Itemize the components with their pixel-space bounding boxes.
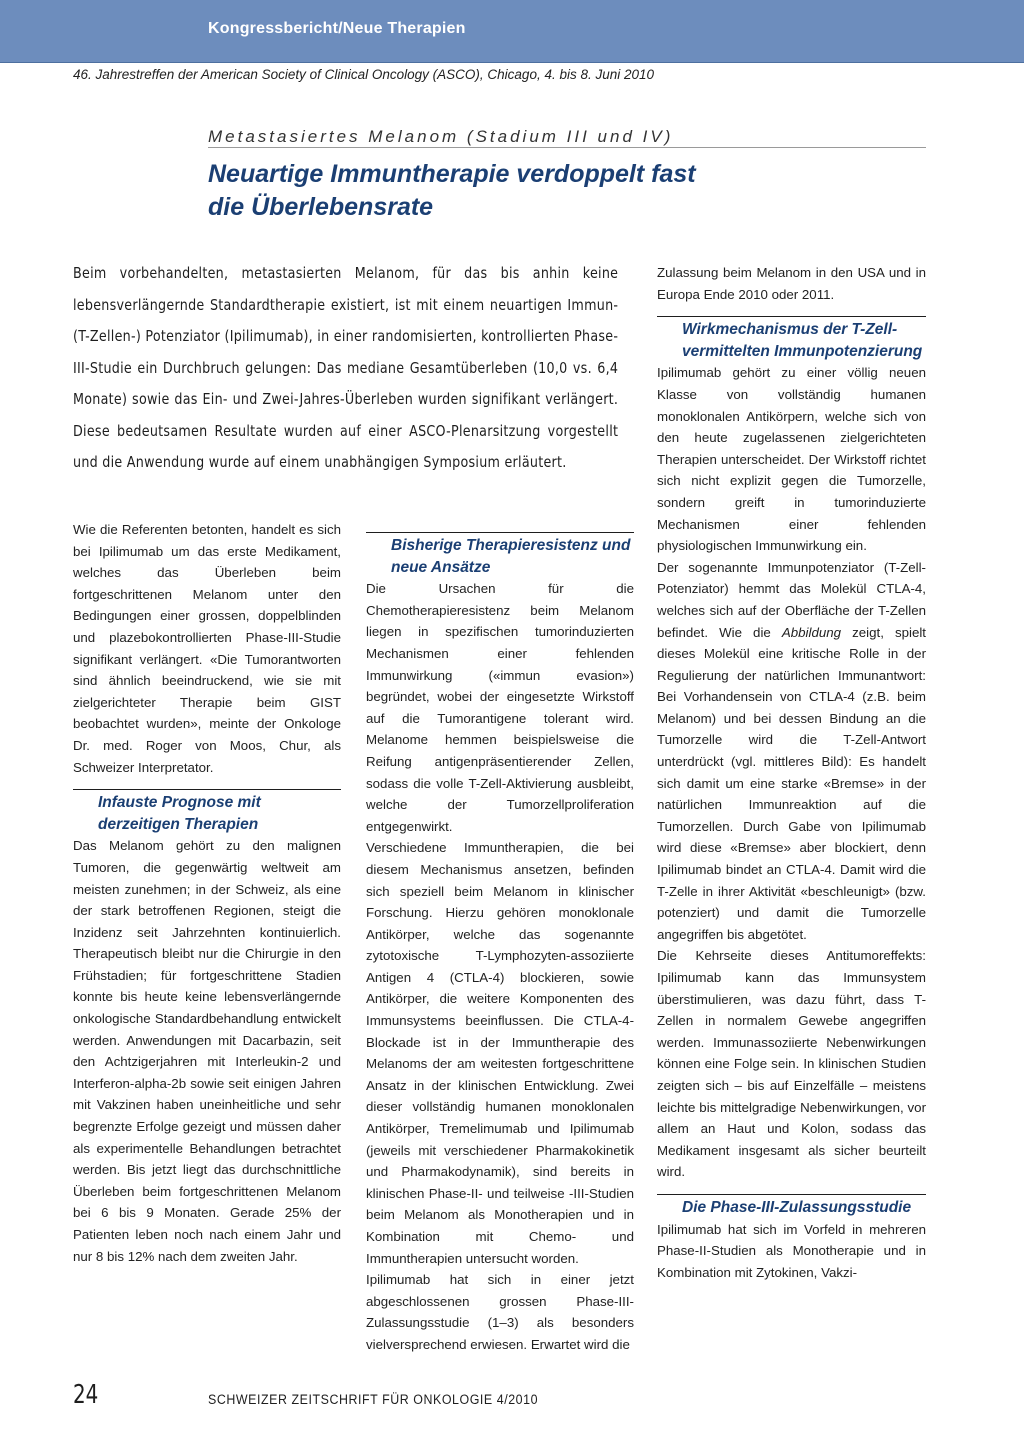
section-band — [0, 0, 1024, 62]
section-label: Kongressbericht/Neue Therapien — [208, 20, 466, 37]
page-number: 24 — [73, 1380, 99, 1410]
section-heading-block — [657, 1194, 926, 1219]
paragraph: Ipilimumab gehört zu einer völlig neuen Klasse von vollständig humanen monoklonalen Antikörpern, welche sich von den heute zugelassenen zielgerichteten Therapien unterscheidet. Der Wirkstoff richtet sich nicht explizit gegen die Tumorzelle, sondern greift in tumorinduzierte Mechanismen einer fehlenden physiologischen Immunwirkung ein. — [657, 365, 926, 554]
article-headline — [208, 158, 908, 224]
section-heading: Infauste Prognose mit derzeitigen Therapien — [98, 794, 261, 833]
congress-line: 46. Jahrestreffen der American Society of Clinical Oncology (ASCO), Chicago, 4. bis 8. Juni 2010 — [73, 67, 655, 82]
paragraph: Ipilimumab hat sich in einer jetzt abgeschlossenen grossen Phase-III-Zulassungsstudie (1–3) als besonders vielversprechend erwiesen. Erwartet wird die — [366, 1272, 634, 1352]
section-heading: Bisherige Therapieresistenz und neue Ansätze — [391, 537, 631, 576]
kicker-rule — [208, 147, 926, 148]
headline-line-2: die Überlebensrate — [208, 193, 434, 221]
section-heading-block — [657, 316, 926, 362]
emphasis: Abbildung — [781, 624, 842, 640]
text-run: Der sogenannte Immunpotenziator (T-Zell-Potenziator) hemmt das Molekül CTLA-4, welches sich auf der Oberfläche der T-Zellen befindet. Wie die — [657, 559, 926, 640]
section-heading-block — [366, 532, 634, 578]
section-heading-block — [73, 789, 341, 835]
paragraph: Zulassung beim Melanom in den USA und in Europa Ende 2010 oder 2011. — [657, 265, 926, 302]
text-run: zeigt, spielt dieses Molekül eine kritische Rolle in der Regulierung der natürlichen Immunantwort: Bei Vorhandensein von CTLA-4 (z.B. beim Melanom) und bei dessen Bindung an die Tumorzelle wird die T-Zell-Antwort unterdrückt (vgl. mittleres Bild): Es handelt sich damit um eine starke «Bremse» in der natürlichen Immunreaktion auf die Tumorzellen. Durch Gabe von Ipilimumab wird diese «Bremse» aber blockiert, denn Ipilimumab bindet an CTLA-4. Damit wird die T-Zelle in ihrer Aktivität «beschleunigt» (bzw. potenziert) und damit die Tumorzelle angegriffen bis abgetötet. — [657, 624, 926, 942]
paragraph: Verschiedene Immuntherapien, die bei diesem Mechanismus ansetzen, befinden sich speziell beim Melanom in klinischer Forschung. Hierzu gehören monoklonale Antikörper, welche das sogenannte zytotoxische T-Lymphozyten-assoziierte Antigen 4 (CTLA-4) blockieren, sowie Antikörper, die weitere Komponenten des Immunsystems beeinflussen. Die CTLA-4-Blockade ist in der Immuntherapie des Melanoms der am weitesten fortgeschrittene Ansatz in der klinischen Entwicklung. Zwei dieser vollständig humanen monoklonalen Antikörper, Tremelimumab und Ipilimumab (jeweils mit verschiedener Pharmakokinetik und Pharmakodynamik), sind bereits in klinischen Phase-II- und teilweise -III-Studien beim Melanom als Monotherapien und in Kombination mit Chemo- und Immuntherapien untersucht worden. — [366, 840, 634, 1266]
journal-name: SCHWEIZER ZEITSCHRIFT FÜR ONKOLOGIE 4/2010 — [208, 1392, 539, 1407]
article-kicker: Metastasiertes Melanom (Stadium III und IV) — [208, 127, 674, 146]
paragraph — [657, 557, 926, 946]
section-band-rule — [0, 62, 1024, 63]
article-lead: Beim vorbehandelten, metastasierten Melanom, für das bis anhin keine lebensverlängernde Standardtherapie existiert, ist mit einem neuartigen Immun-(T-Zellen-) Potenziator (Ipilimumab), in einer randomisierten, kontrollierten Phase-III-Studie ein Durchbruch gelungen: Das mediane Gesamtüberleben (10,0 vs. 6,4 Monate) sowie das Ein- und Zwei-Jahres-Überleben wurden signifikant verlängert. Diese bedeutsamen Resultate wurden auf einer ASCO-Plenarsitzung vorgestellt und die Anwendung wurde auf einem unabhängigen Symposium erläutert. — [73, 265, 619, 471]
headline-line-1: Neuartige Immuntherapie verdoppelt fast — [208, 160, 696, 188]
paragraph: Das Melanom gehört zu den malignen Tumoren, die gegenwärtig weltweit am meisten zunehmen; in der Schweiz, als eine der stark betroffenen Regionen, steigt die Inzidenz seit Jahrzehnten kontinuierlich. Therapeutisch bleibt nur die Chirurgie in den Frühstadien; für fortgeschrittene Stadien konnte bis heute keine lebensverlängernde onkologische Standardbehandlung entwickelt werden. Anwendungen mit Dacarbazin, seit den Achtzigerjahren mit Interleukin-2 und Interferon-alpha-2b sowie seit einigen Jahren mit Vakzinen haben uneinheitliche und sehr begrenzte Erfolge gezeigt und müssen daher als experimentelle Behandlungen betrachtet werden. Bis jetzt liegt das durchschnittliche Überleben beim fortgeschrittenen Melanom bei 6 bis 9 Monaten. Gerade 25% der Patienten leben noch nach einem Jahr und nur 8 bis 12% nach dem zweiten Jahr. — [73, 838, 341, 1264]
paragraph: Ipilimumab hat sich im Vorfeld in mehreren Phase-II-Studien als Monotherapie und in Kombination mit Zytokinen, Vakzi- — [657, 1221, 926, 1280]
paragraph: Die Ursachen für die Chemotherapieresistenz beim Melanom liegen in spezifischen tumorinduzierten Mechanismen einer fehlenden Immunwirkung («immun evasion») begründet, wobei der eingesetzte Wirkstoff auf die Tumorantigene tolerant wird. Melanome hemmen beispielsweise die Reifung antigenpräsentierender Zellen, sodass die volle T-Zell-Aktivierung ausbleibt, welche der Tumorzellproliferation entgegenwirkt. — [366, 581, 634, 834]
section-heading: Die Phase-III-Zulassungsstudie — [682, 1198, 912, 1216]
column-3 — [657, 262, 926, 1283]
column-1 — [73, 519, 341, 1267]
paragraph: Wie die Referenten betonten, handelt es sich bei Ipilimumab um das erste Medikament, welches das Überleben beim fortgeschrittenen Melanom unter den Bedingungen einer grossen, doppelblinden und plazebokontrollierten Phase-III-Studie signifikant verlängert. «Die Tumorantworten sind ähnlich beeindruckend, wie sie mit zielgerichteter Therapie beim GIST beobachtet wurden», meinte der Onkologe Dr. med. Roger von Moos, Chur, als Schweizer Interpretator. — [73, 522, 341, 775]
paragraph: Die Kehrseite dieses Antitumoreffekts: Ipilimumab kann das Immunsystem überstimulieren, was dazu führt, dass T-Zellen in normalem Gewebe angegriffen werden. Immunassoziierte Nebenwirkungen können eine Folge sein. In klinischen Studien zeigten sich – bis auf Einzelfälle – meistens leichte bis mittelgradige Nebenwirkungen, vor allem an Haut und Kolon, sodass das Medikament insgesamt als sicher beurteilt wird. — [657, 948, 926, 1180]
section-heading: Wirkmechanismus der T-Zell-vermittelten Immunpotenzierung — [682, 321, 923, 360]
column-2 — [366, 532, 634, 1356]
